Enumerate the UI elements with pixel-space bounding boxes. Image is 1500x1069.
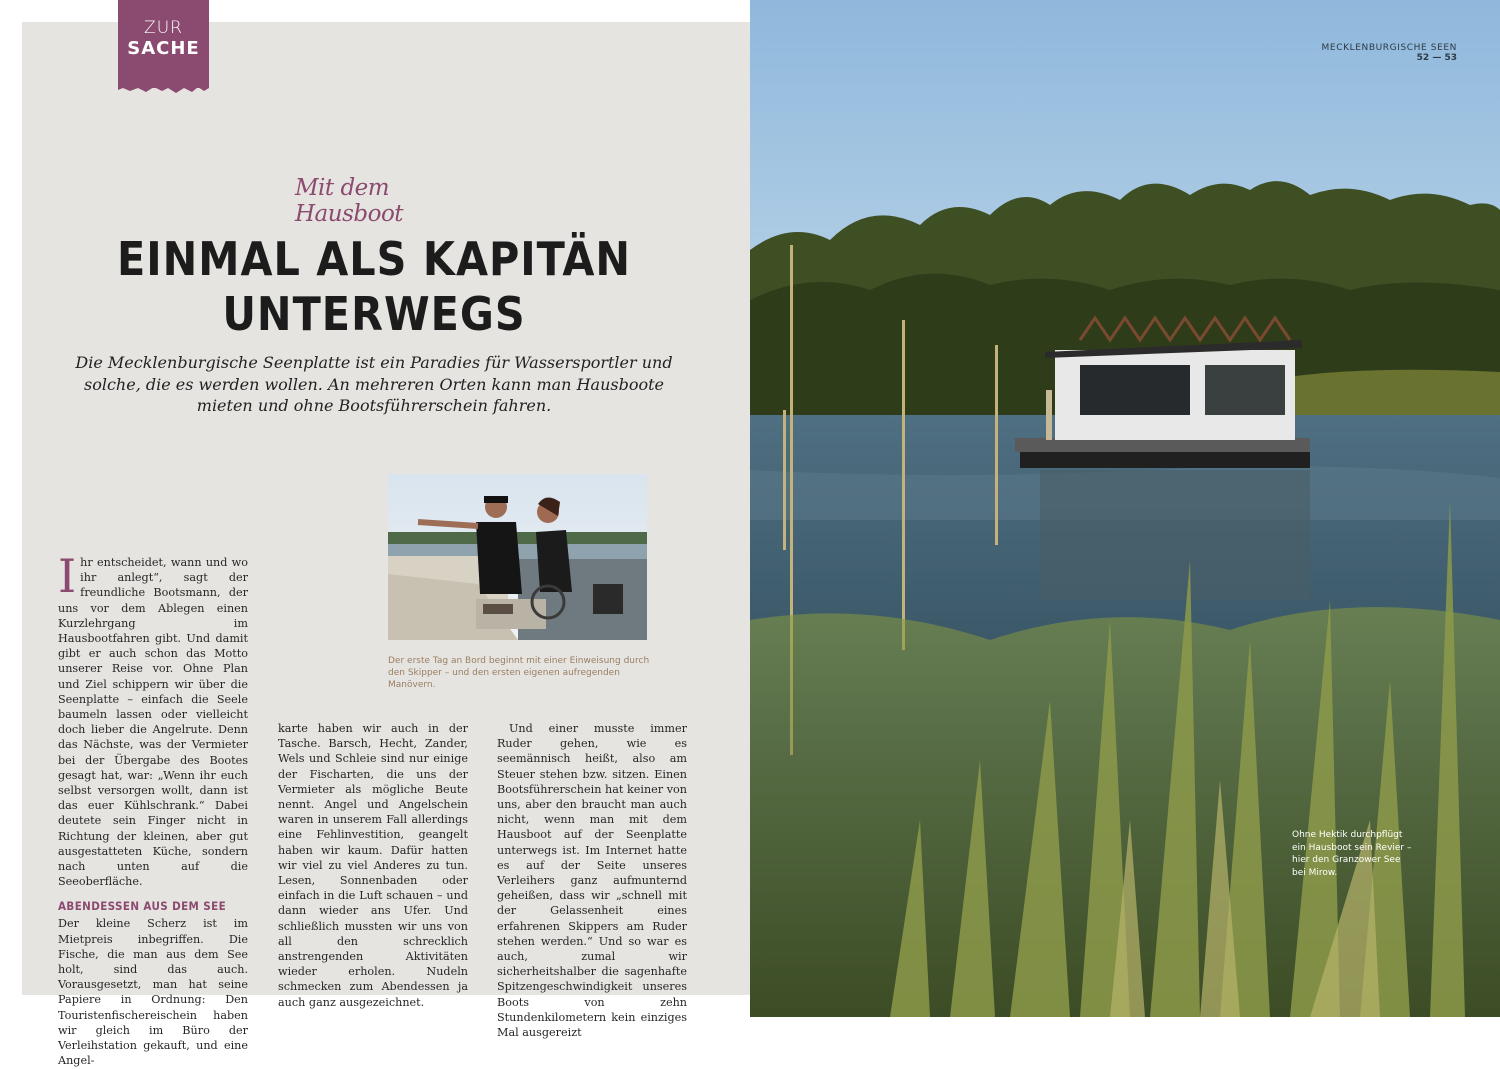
paragraph-2: Der kleine Scherz ist im Mietpreis inbegriffen. Die Fische, die man aus dem See holt, sind das auch. Vorausgesetzt, man hat seine Papiere in Ordnung: Den Touristenfischereischein haben wir gleich im Büro der Verleihstation gekauft, und eine Angel- bbox=[58, 917, 248, 1068]
small-photo-caption: Der erste Tag an Bord beginnt mit einer Einweisung durch den Skipper – und den ersten eigenen aufregenden Manövern. bbox=[388, 656, 650, 690]
skipper-instruction-photo bbox=[388, 474, 647, 640]
page-numbers: 52 — 53 bbox=[1416, 53, 1457, 63]
tab-brush-edge bbox=[118, 82, 209, 94]
title-line-1: EINMAL ALS KAPITÄN bbox=[116, 232, 632, 286]
tab-line1: ZUR bbox=[144, 18, 183, 38]
text-column-1 bbox=[58, 549, 248, 1069]
section-name: MECKLENBURGISCHE SEEN bbox=[1321, 43, 1457, 53]
section-subhead: ABENDESSEN AUS DEM SEE bbox=[58, 899, 227, 914]
article-kicker: Mit dem Hausboot bbox=[295, 175, 404, 227]
tab-line2: SACHE bbox=[127, 38, 200, 59]
text-column-2 bbox=[278, 721, 468, 1010]
paragraph-4: Und einer musste immer Ruder gehen, wie es seemännisch heißt, also am Steuer stehen bzw. sitzen. Einen Bootsführerschein hat keiner von uns, aber den braucht man auch nicht, wenn man mit dem Hausboot auf der Seenplatte unterwegs ist. Im Internet hatte es auf der Seite unseres Verleihers ganz aufmunternd geheißen, dass wir „schnell mit der Gelassenheit eines erfahrenen Skippers am Ruder stehen werden.“ Und so war es auch, zumal wir sicherheitshalber die sagenhafte Spitzengeschwindigkeit unseres Boots von zehn Stundenkilometern kein einziges Mal ausgereizt bbox=[497, 722, 687, 1040]
article-title bbox=[60, 232, 688, 342]
paragraph-3: karte haben wir auch in der Tasche. Barsch, Hecht, Zander, Wels und Schleie sind nur einige der Fischarten, die uns der Vermieter als mögliche Beute nennt. Angel und Angelschein waren in unserem Fall allerdings eine Fehlinvestition, geangelt haben wir kaum. Dafür hatten wir viel zu viel Anderes zu tun. Lesen, Sonnenbaden oder einfach in die Luft schauen – und dann wieder ans Ufer. Und schließlich mussten wir uns von all den schrecklich anstrengenden Aktivitäten wieder erholen. Nudeln schmecken zum Abendessen ja auch ganz ausgezeichnet. bbox=[278, 722, 468, 1009]
article-lead: Die Mecklenburgische Seenplatte ist ein Paradies für Wassersportler und solche, die es werden wollen. An mehreren Orten kann man Hausboote mieten und ohne Bootsführerschein fahren. bbox=[75, 353, 673, 415]
text-column-3 bbox=[497, 721, 687, 1040]
dropcap: I bbox=[58, 549, 77, 603]
title-line-2: UNTERWEGS bbox=[222, 287, 526, 341]
section-tab bbox=[118, 0, 209, 88]
large-photo-caption: Ohne Hektik durchpflügt ein Hausboot sein Revier – hier den Granzower See bei Mirow. bbox=[1292, 830, 1412, 878]
paragraph-1: hr entscheidet, wann und wo ihr anlegt“, sagt der freundliche Bootsmann, der uns vor dem Ablegen einen Kurzlehrgang im Hausbootfahren gibt. Und damit gibt er auch schon das Motto unserer Reise vor. Ohne Plan und Ziel schippern wir über die Seenplatte – einfach die Seele baumeln lassen oder vielleicht doch lieber die Angelrute. Denn das Nächste, was der Vermieter bei der Übergabe des Bootes gesagt hat, war: „Wenn ihr euch selbst versorgen wollt, dann ist das euer Kühlschrank.“ Dabei deutete sein Finger nicht in Richtung der kleinen, aber gut ausgestatteten Küche, sondern nach unten auf die Seeoberfläche. bbox=[58, 556, 248, 889]
section-label bbox=[1322, 43, 1457, 63]
